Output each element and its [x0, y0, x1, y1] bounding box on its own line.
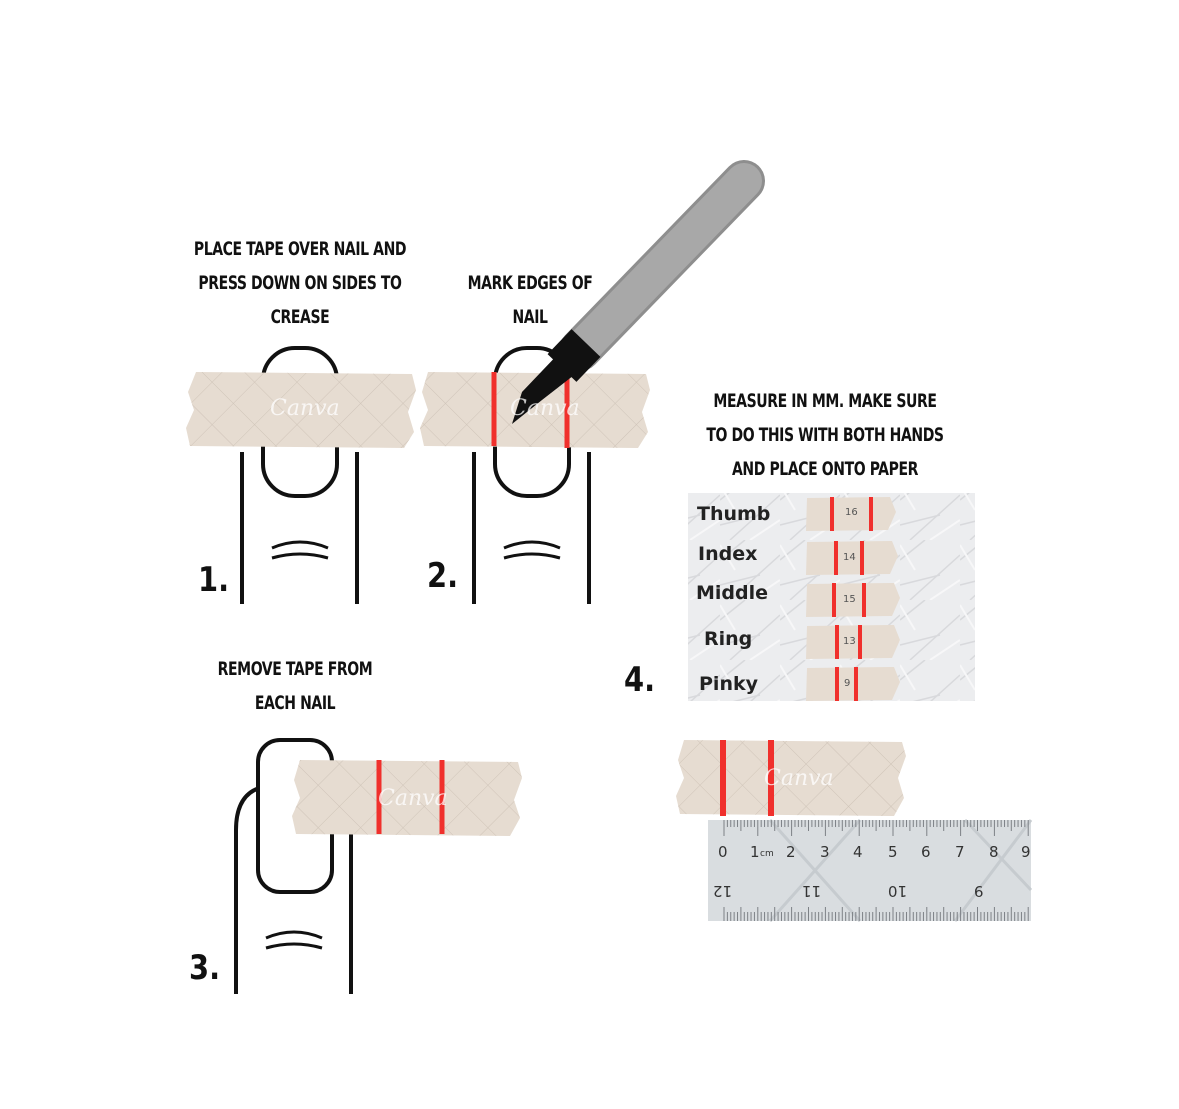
- step1-caption: [169, 232, 431, 334]
- step4-caption: [682, 384, 969, 486]
- mm-value-thumb: 16: [845, 507, 858, 518]
- step-number-2: 2.: [427, 556, 459, 596]
- ruler-number: 8: [989, 843, 999, 861]
- ruler-icon: [708, 820, 1031, 921]
- step3-caption: [176, 652, 414, 720]
- ruler-number: 4: [853, 843, 863, 861]
- caption-line: CREASE: [270, 306, 330, 328]
- tape-watermark: Canva: [764, 766, 834, 791]
- ruler-number: 3: [820, 843, 830, 861]
- step-number-3: 3.: [189, 948, 221, 988]
- mm-value-index: 14: [843, 552, 856, 563]
- finger-label-thumb: Thumb: [697, 503, 771, 525]
- caption-line: MEASURE IN MM. MAKE SURE: [713, 390, 937, 412]
- finger-label-middle: Middle: [696, 582, 769, 604]
- step-number-4: 4.: [624, 660, 656, 700]
- mm-value-ring: 13: [843, 636, 856, 647]
- mm-value-pinky: 9: [844, 678, 851, 689]
- tape-watermark: Canva: [270, 396, 340, 421]
- ruler-number: 1: [750, 843, 760, 861]
- ruler-number: 2: [786, 843, 796, 861]
- ruler-number-flipped: 11: [802, 882, 822, 900]
- finger-label-ring: Ring: [704, 628, 753, 650]
- ruler-number: 5: [888, 843, 898, 861]
- ruler-number: 7: [955, 843, 965, 861]
- step-number-1: 1.: [198, 560, 230, 600]
- caption-line: NAIL: [512, 306, 548, 328]
- ruler-unit-label: cm: [760, 849, 774, 859]
- caption-line: PLACE TAPE OVER NAIL AND: [193, 238, 407, 260]
- ruler-number: 6: [921, 843, 931, 861]
- ruler-number-flipped: 10: [888, 882, 908, 900]
- mm-value-middle: 15: [843, 594, 856, 605]
- ruler-number: 9: [1021, 843, 1031, 861]
- caption-line: REMOVE TAPE FROM: [217, 658, 373, 680]
- tape-watermark: Canva: [510, 396, 580, 421]
- ruler-number-flipped: 9: [974, 882, 984, 900]
- finger-label-index: Index: [698, 543, 758, 565]
- ruler-number-flipped: 12: [713, 882, 733, 900]
- caption-line: TO DO THIS WITH BOTH HANDS: [706, 424, 944, 446]
- step2-caption: [440, 266, 620, 334]
- tape-watermark: Canva: [378, 786, 448, 811]
- caption-line: MARK EDGES OF: [467, 272, 593, 294]
- caption-line: EACH NAIL: [254, 692, 336, 714]
- caption-line: PRESS DOWN ON SIDES TO: [198, 272, 402, 294]
- caption-line: AND PLACE ONTO PAPER: [731, 458, 919, 480]
- ruler-number: 0: [718, 843, 728, 861]
- finger-label-pinky: Pinky: [699, 673, 758, 695]
